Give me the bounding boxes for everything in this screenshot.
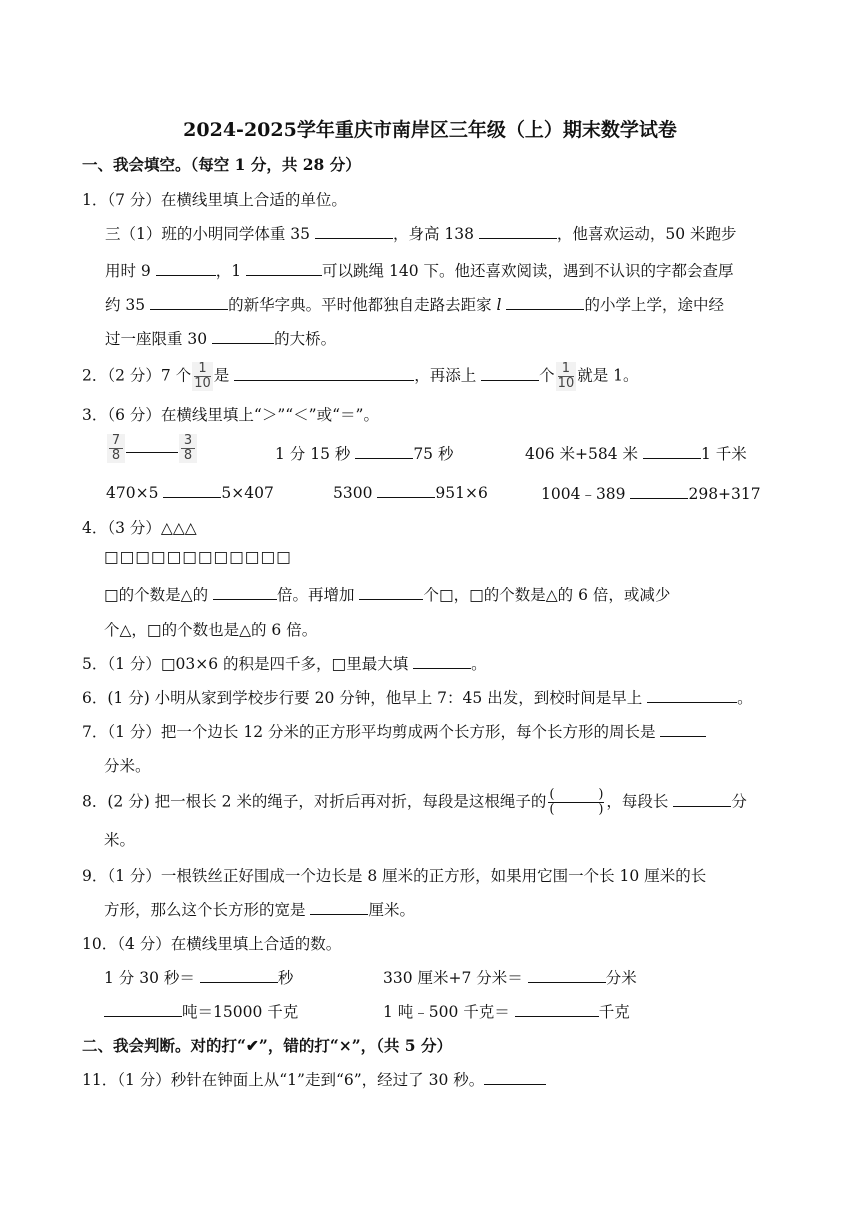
q11-text: 11．（1 分）秒针在钟面上从“1”走到“6”，经过了 30 秒。 (82, 1071, 485, 1089)
q9-line-2 (104, 898, 415, 920)
answer-blank[interactable] (528, 967, 606, 983)
q9-text: 方形，那么这个长方形的宽是 (104, 901, 306, 919)
q3-item-time (275, 442, 453, 464)
q3-text: 1 分 15 秒 (275, 445, 351, 463)
q8-text: 分 (731, 792, 747, 811)
answer-blank[interactable] (150, 294, 228, 310)
q4-text: 个□，□的个数是△的 6 倍，或减少 (423, 586, 671, 604)
q1-text: 约 35 (105, 296, 146, 314)
q1-text: 的新华字典。平时他都独自走路去距家 (228, 296, 497, 314)
q1-line-4 (105, 327, 336, 349)
paren: ( (549, 802, 555, 817)
q3-text: 5300 (333, 484, 373, 502)
q4-text: 倍。再增加 (277, 586, 355, 604)
q1-text: 过一座限重 30 (105, 330, 208, 348)
q4-line-2: 个△，□的个数也是△的 6 倍。 (104, 621, 318, 639)
q6-text: 。 (737, 689, 753, 707)
q7-text: 7．（1 分）把一个边长 12 分米的正方形平均剪成两个长方形，每个长方形的周长是 (82, 723, 656, 741)
q5-text: 。 (471, 655, 487, 673)
q3-heading: 3．（6 分）在横线里填上“＞”“＜”或“＝”。 (82, 406, 379, 424)
fraction-denominator: 8 (111, 448, 121, 463)
q2-text: 是 (213, 366, 230, 385)
q10-text: 1 吨﹣500 千克＝ (383, 1003, 510, 1021)
answer-blank[interactable] (200, 967, 278, 983)
answer-blank[interactable] (246, 260, 322, 276)
answer-blank[interactable] (484, 1069, 546, 1085)
q1-text: 可以跳绳 140 下。他还喜欢阅读，遇到不认识的字都会查厚 (322, 262, 734, 280)
answer-blank[interactable] (673, 791, 731, 807)
page-title: 2024-2025学年重庆市南岸区三年级（上）期末数学试卷 (183, 119, 677, 141)
answer-blank[interactable] (163, 482, 221, 498)
fraction-image (556, 362, 577, 391)
q10-text: 分米 (605, 969, 637, 987)
q3-text: 951×6 (435, 484, 488, 502)
answer-blank[interactable] (315, 223, 393, 239)
q3-text: 298+317 (688, 485, 761, 503)
q3-item-product (333, 482, 488, 502)
fraction-numerator: 1 (561, 361, 571, 376)
q3-text: 406 米+584 米 (525, 445, 639, 463)
answer-blank[interactable] (377, 482, 435, 498)
q1-variable: l (496, 296, 502, 314)
fraction-numerator: 3 (183, 433, 193, 448)
q3-text: 470×5 (106, 484, 159, 502)
q7-line-1 (82, 720, 706, 742)
q3-text: 75 秒 (413, 445, 454, 463)
answer-blank[interactable] (355, 443, 413, 459)
q7-line-2: 分米。 (104, 757, 151, 775)
q1-text: 的小学上学，途中经 (584, 296, 724, 314)
q10-text: 1 分 30 秒＝ (104, 969, 195, 987)
q10-item-decimeters (383, 966, 637, 988)
q5-text: 5．（1 分）□03×6 的积是四千多，□里最大填 (82, 655, 409, 673)
answer-blank[interactable] (212, 328, 274, 344)
q9-line-1: 9．（1 分）一根铁丝正好围成一个边长是 8 厘米的正方形，如果用它围一个长 10 厘米的长 (82, 867, 707, 885)
fraction-denominator: 10 (557, 376, 575, 391)
answer-blank[interactable] (506, 294, 584, 310)
q2-text: 个 (539, 366, 555, 385)
q6-text: 6．(1 分) 小明从家到学校步行要 20 分钟，他早上 7：45 出发，到校时间是早上 (82, 689, 643, 707)
answer-blank[interactable] (630, 483, 688, 499)
q10-text: 330 厘米+7 分米＝ (383, 969, 523, 987)
q3-text: 1004﹣389 (541, 485, 626, 503)
fraction-numerator: 7 (111, 433, 121, 448)
q3-item-length (525, 442, 747, 464)
q1-text: 的大桥。 (274, 330, 337, 348)
fraction-image (192, 362, 213, 391)
fraction-image (107, 434, 125, 463)
answer-blank[interactable] (126, 437, 178, 453)
q1-line-1 (105, 222, 737, 244)
q1-text: 用时 9 (105, 262, 151, 280)
q2-text: ，再添上 (414, 366, 477, 385)
q4-line-1 (104, 583, 670, 605)
q9-text: 厘米。 (368, 901, 415, 919)
q3-text: 1 千米 (700, 445, 747, 463)
q8-text: 8．(2 分) 把一根长 2 米的绳子，对折后再对折，每段是这根绳子的 (82, 792, 547, 811)
fraction-blank[interactable] (548, 788, 604, 817)
q4-heading: 4．（3 分）△△△ (82, 519, 197, 537)
answer-blank[interactable] (647, 687, 737, 703)
q1-text: ，他喜欢运动，50 米跑步 (556, 225, 737, 243)
q10-heading: 10．（4 分）在横线里填上合适的数。 (82, 935, 342, 953)
q10-item-seconds (104, 966, 293, 988)
q3-item-multiply (106, 482, 274, 502)
answer-blank[interactable] (643, 443, 701, 459)
section-2-heading: 二、我会判断。对的打“✔”，错的打“×”，（共 5 分） (82, 1036, 452, 1055)
answer-blank[interactable] (104, 1001, 182, 1017)
paren: ) (598, 787, 604, 802)
q10-text: 秒 (277, 969, 294, 987)
answer-blank[interactable] (479, 223, 557, 239)
fraction-image (179, 434, 197, 463)
fraction-numerator: 1 (198, 361, 207, 376)
q4-text: □的个数是△的 (104, 586, 209, 604)
q2-text: 2．（2 分）7 个 (82, 366, 192, 385)
q4-squares: □□□□□□□□□□□□ (104, 548, 292, 566)
q1-text: ，身高 138 (392, 225, 474, 243)
q1-line-3 (105, 293, 724, 315)
q1-text: 三（1）班的小明同学体重 35 (105, 225, 311, 243)
q3-item-sum (541, 482, 761, 504)
q10-item-kilograms (383, 1000, 630, 1022)
answer-blank[interactable] (413, 653, 471, 669)
q10-item-tons (104, 1000, 298, 1022)
q5-line (82, 652, 487, 674)
q1-line-2 (105, 259, 734, 281)
answer-blank[interactable] (481, 365, 539, 381)
q10-text: 吨＝15000 千克 (182, 1003, 299, 1021)
q11-line (82, 1068, 546, 1090)
answer-blank[interactable] (234, 365, 414, 381)
q8-text: ，每段长 (606, 792, 669, 811)
answer-blank[interactable] (156, 260, 216, 276)
paren: ) (598, 802, 604, 817)
q10-text: 千克 (598, 1003, 630, 1021)
q2-line (82, 362, 639, 391)
answer-blank[interactable] (515, 1001, 599, 1017)
answer-blank[interactable] (310, 899, 368, 915)
q1-heading: 1．（7 分）在横线里填上合适的单位。 (82, 191, 347, 209)
q6-line (82, 686, 753, 708)
q2-text: 就是 1。 (577, 366, 639, 385)
q8-line-2: 米。 (104, 831, 136, 849)
fraction-denominator: 8 (183, 448, 193, 463)
q1-text: ，1 (215, 262, 242, 280)
q3-item-fraction (106, 434, 198, 463)
answer-blank[interactable] (660, 721, 706, 737)
answer-blank[interactable] (359, 584, 423, 600)
paren: ( (549, 787, 555, 802)
answer-blank[interactable] (213, 584, 277, 600)
q8-line-1 (82, 788, 747, 817)
fraction-denominator: 10 (194, 376, 211, 391)
section-1-heading: 一、我会填空。（每空 1 分，共 28 分） (82, 155, 361, 174)
q3-text: 5×407 (221, 484, 274, 502)
